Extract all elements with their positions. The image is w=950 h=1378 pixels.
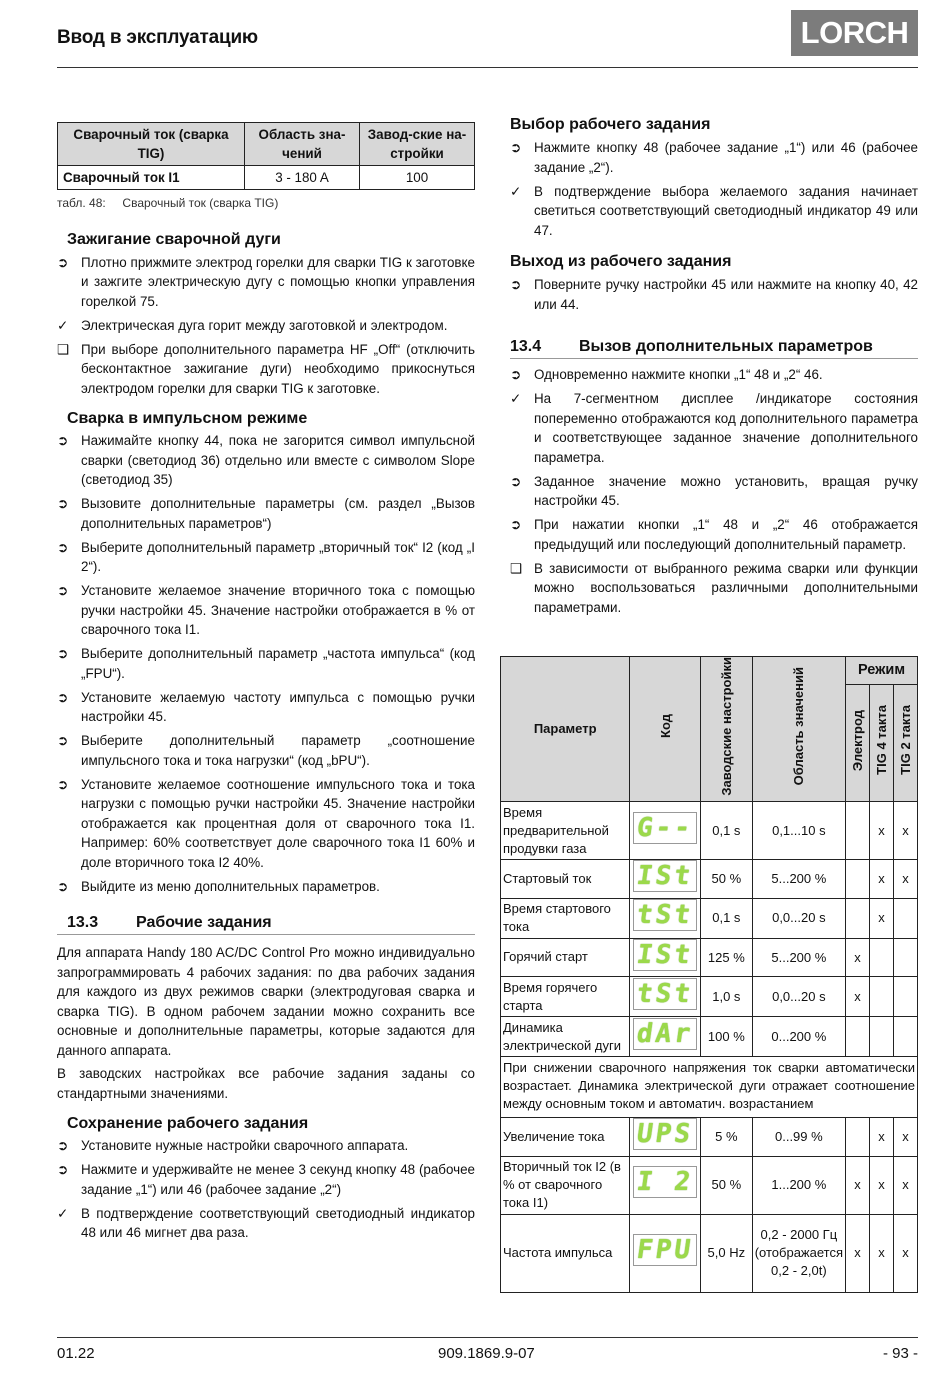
right-column [510, 114, 918, 617]
brand-logo: LORCH [791, 10, 918, 56]
display-code-icon: G-- [635, 812, 696, 843]
table-note: При снижении сварочного напряжения ток сварки автоматически возрастает. Динамика электрической дуги отражает соотношение между основным током и автоматич. возрастанием [501, 1057, 918, 1118]
table-header: Область значений [752, 657, 845, 802]
list-item: ➲ Выберите дополнительный параметр „соотношение импульсного тока и тока нагрузки“ (код „bPU“). [57, 733, 475, 768]
display-code-icon: tSt [635, 900, 696, 931]
paragraph: Для аппарата Handy 180 AC/DC Control Pro можно индивидуально запрограммировать 4 рабочих задания: по два рабочих задания для каждого из двух режимов сварки (электродуговая сварка и сварка TIG). В одном рабочем задании можно сохранить все основные и дополнительные параметры, которые задаются для данного аппарата. [57, 945, 475, 1058]
list-item: ➲ Одновременно нажмите кнопки „1“ 48 и „2“ 46. [510, 367, 823, 382]
list-item: ➲ Установите желаемую частоту импульса с помощью ручки настройки 45. [57, 689, 475, 724]
table-header: Электрод [845, 684, 869, 802]
display-code-icon: UPS [635, 1119, 696, 1150]
list-item: ➲ Нажмите кнопку 48 (рабочее задание „1“) или 46 (рабочее задание „2“). [510, 140, 918, 175]
list-item: ❑ В зависимости от выбранного режима сварки или функции можно воспользоваться различными дополнительными параметрами. [510, 560, 918, 615]
list-item: ➲ Выберите дополнительный параметр „вторичный ток“ I2 (код „I 2“). [57, 539, 475, 574]
display-code-icon: dAr [635, 1018, 696, 1049]
section-heading-13-4: 13.4 Вызов дополнительных параметров [510, 336, 918, 359]
list-item: ➲ Вызовите дополнительные параметры (см. раздел „Вызов дополнительных параметров“) [57, 496, 475, 531]
section-heading-exit: Выход из рабочего задания [510, 253, 732, 270]
table-header: TIG 2 такта [893, 684, 917, 802]
footer-divider [57, 1337, 918, 1338]
display-code-icon: ISt [635, 939, 696, 970]
table-row: Время горячего старта tSt 1,0 s 0,0...20 s x [501, 977, 918, 1017]
section-heading-select: Выбор рабочего задания [510, 116, 711, 133]
table-header: Область зна-чений [245, 123, 360, 166]
list-item: ✓ В подтверждение соответствующий светодиодный индикатор 48 или 46 мигнет два раза. [57, 1205, 475, 1240]
section-heading-13-3: 13.3 Рабочие задания [57, 912, 475, 935]
table-cell: Сварочный ток I1 [58, 166, 245, 190]
table-row [501, 1057, 918, 1118]
display-code-icon: I 2 [635, 1167, 696, 1198]
display-code-icon: ISt [635, 861, 696, 892]
table-header: Режим [845, 657, 917, 685]
list-item: ✓ В подтверждение выбора желаемого задания начинает светиться соответствующий светодиодный индикатор 49 или 47. [510, 183, 918, 238]
table-row: Время предварительной продувки газа G-- 0,1 s 0,1...10 s x x [501, 802, 918, 860]
list-item: ➲ Установите желаемое значение вторичного тока с помощью ручки настройки 45. Значение настройки отображается в % от сварочного тока I1. [57, 583, 475, 637]
left-column [57, 122, 475, 1243]
footer-doc-number: 909.1869.9-07 [438, 1345, 535, 1362]
table-row: Увеличение тока UPS 5 % 0...99 % x x [501, 1118, 918, 1157]
display-code-icon: FPU [635, 1235, 696, 1266]
footer-page-number: - 93 - [882, 1345, 918, 1362]
table-cell: 100 [360, 166, 475, 190]
table-header: Параметр [501, 657, 630, 802]
table-cell: 3 - 180 A [245, 166, 360, 190]
welding-current-table [57, 122, 475, 190]
list-item: ➲ Установите нужные настройки сварочного аппарата. [57, 1138, 409, 1153]
list-item: ➲ Нажмите и удерживайте не менее 3 секунд кнопку 48 (рабочее задание „1“) или 46 (рабочее задание „2“) [57, 1162, 475, 1197]
table-caption: табл. 48: Сварочный ток (сварка TIG) [57, 196, 279, 210]
parameters-table [500, 656, 918, 1293]
table-row: Частота импульса FPU 5,0 Hz 0,2 - 2000 Гц (отображается 0,2 - 2,0t) x x x [501, 1214, 918, 1292]
display-code-icon: tSt [635, 978, 696, 1009]
table-header: TIG 4 такта [869, 684, 893, 802]
table-header: Заводские настройки [700, 657, 752, 802]
list-item: ➲ Выйдите из меню дополнительных параметров. [57, 878, 380, 894]
table-row: Стартовый ток ISt 50 % 5...200 % x x [501, 860, 918, 899]
paragraph: В заводских настройках все рабочие задания заданы со стандартными значениями. [57, 1066, 475, 1101]
list-item: ➲ Поверните ручку настройки 45 или нажмите на кнопку 40, 42 или 44. [510, 277, 918, 312]
table-row: Время стартового тока tSt 0,1 s 0,0...20 s x [501, 898, 918, 938]
header-divider [57, 67, 918, 68]
list-item: ➲ Заданное значение можно установить, вращая ручку настройки 45. [510, 473, 918, 508]
table-row: Вторичный ток I2 (в % от сварочного тока I1) I 2 50 % 1...200 % x x x [501, 1156, 918, 1214]
table-row: Динамика электрической дуги dAr 100 % 0...200 % [501, 1017, 918, 1057]
list-item: ❑ При выборе дополнительного параметра HF „Off“ (отключить бесконтактное зажигание дуги) необходимо прикоснуться электродом горелки для сварки TIG к заготовке. [57, 341, 475, 396]
table-header: Код [630, 657, 701, 802]
list-item: ➲ Нажимайте кнопку 44, пока не загорится символ импульсной сварки (светодиод 36) отдельно или вместе с символом Slope (светодиод 35) [57, 433, 475, 487]
list-item: ➲ Выберите дополнительный параметр „частота импульса“ (код „FPU“). [57, 646, 475, 681]
table-row: Горячий старт ISt 125 % 5...200 % x [501, 938, 918, 977]
list-item: ✓ На 7-сегментном дисплее /индикаторе состояния попеременно отображаются код дополнительного параметра и соответствующее заданное значение дополнительного параметра. [510, 391, 918, 465]
section-heading-pulse: Сварка в импульсном режиме [67, 410, 308, 427]
list-item: ➲ При нажатии кнопки „1“ 48 и „2“ 46 отображается предыдущий или последующий дополнительный параметр. [510, 517, 918, 552]
table-header: Завод-ские на-стройки [360, 123, 475, 166]
table-header: Сварочный ток (сварка TIG) [58, 123, 245, 166]
list-item: ➲ Плотно прижмите электрод горелки для сварки TIG к заготовке и зажгите электрическую дугу с помощью кнопки управления горелкой 75. [57, 254, 475, 309]
section-heading-save: Сохранение рабочего задания [67, 1115, 309, 1132]
footer-date: 01.22 [57, 1345, 95, 1362]
section-heading-ignition: Зажигание сварочной дуги [67, 230, 281, 248]
page-title: Ввод в эксплуатацию [57, 27, 258, 48]
list-item: ➲ Установите желаемое соотношение импульсного тока и тока нагрузки с помощью ручки настройки 45. Значение настройки отображается как процентная доля от сварочного тока I1. Например: 60% соответствует доле сварочного тока I1 60% и доле вторичного тока I2 40%. [57, 776, 475, 870]
list-item: ✓ Электрическая дуга горит между заготовкой и электродом. [57, 317, 448, 333]
